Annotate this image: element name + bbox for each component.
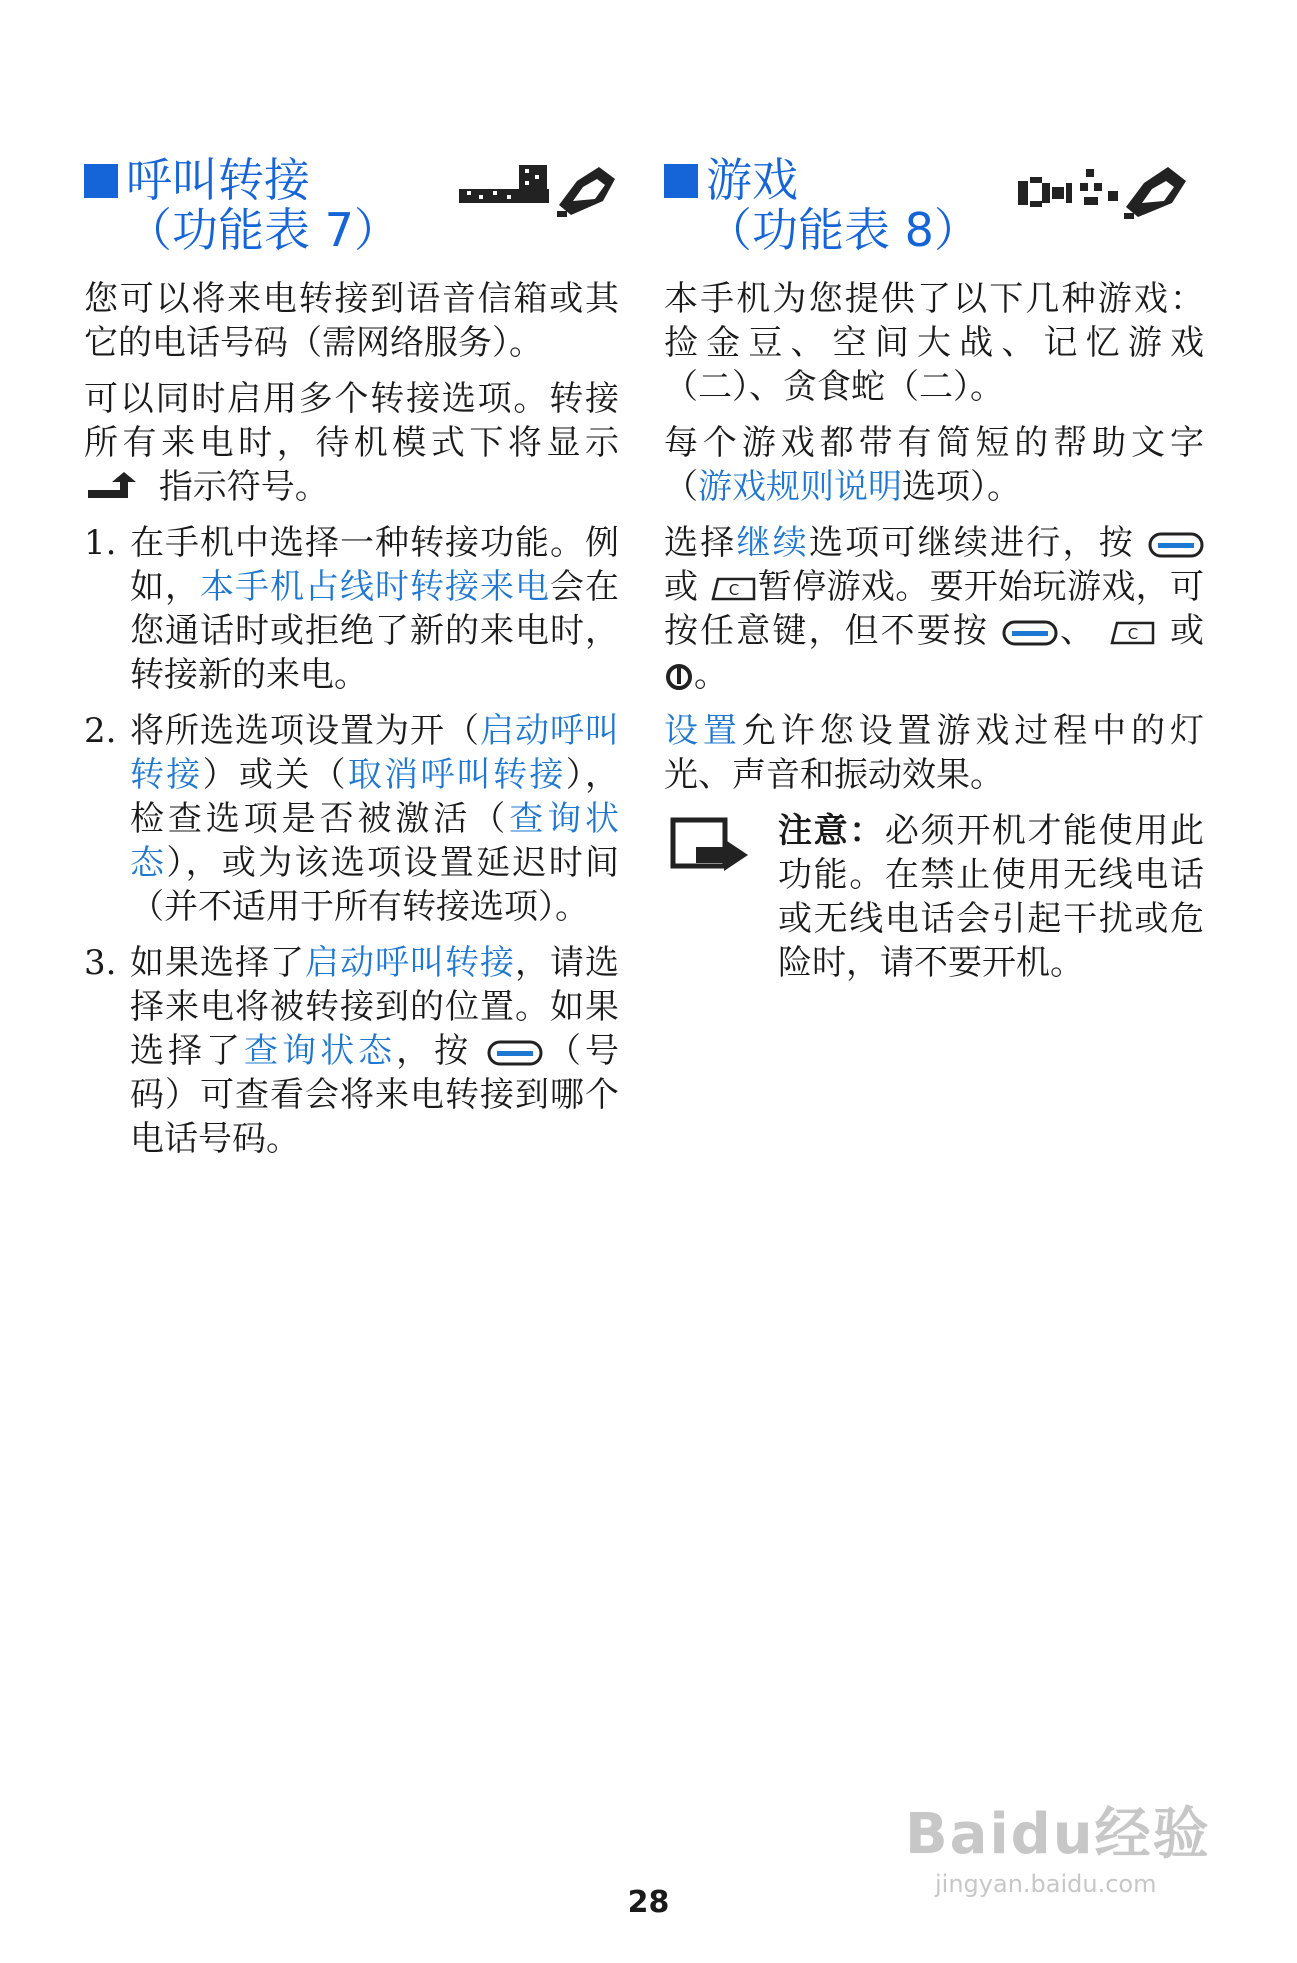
navi-key-icon — [1002, 620, 1058, 646]
link-check-status[interactable]: 查询状态 — [130, 799, 620, 883]
link-cancel-divert[interactable]: 取消呼叫转接 — [347, 755, 566, 795]
section-heading-call-divert — [84, 155, 619, 255]
right-column — [664, 155, 1204, 997]
note-label: 注意： — [778, 811, 885, 851]
power-key-icon — [664, 662, 694, 692]
list-item: 1. 在手机中选择一种转接功能。例如，本手机占线时转接来电会在您通话时或拒绝了新的来电时，转接新的来电。 — [84, 523, 619, 695]
call-divert-menu-icon — [459, 161, 619, 225]
link-check-status[interactable]: 查询状态 — [244, 1031, 397, 1071]
divert-indicator-icon — [84, 472, 148, 502]
steps-list — [84, 521, 619, 1161]
link-activate-divert[interactable]: 启动呼叫转接 — [130, 711, 619, 795]
link-continue[interactable]: 继续 — [736, 523, 809, 563]
heading-title: 呼叫转接 — [126, 153, 310, 207]
section-heading-games — [664, 155, 1204, 255]
intro-paragraph-2: 可以同时启用多个转接选项。转接所有来电时，待机模式下将显示 指示符号。 — [84, 379, 619, 507]
heading-menu-ref: （功能表 7） — [126, 203, 400, 257]
clear-key-icon — [1109, 620, 1157, 646]
baidu-watermark — [905, 1790, 1211, 1898]
page-number: 28 — [627, 1885, 670, 1920]
watermark-logo-text: Baidu经验 — [905, 1802, 1211, 1867]
link-game-rules[interactable]: 游戏规则说明 — [698, 467, 902, 507]
link-busy-divert[interactable]: 本手机占线时转接来电 — [200, 567, 550, 607]
intro-paragraph-1: 您可以将来电转接到语音信箱或其它的电话号码（需网络服务）。 — [84, 279, 619, 363]
list-item: 2. 将所选选项设置为开（启动呼叫转接）或关（取消呼叫转接），检查选项是否被激活（查询状态），或为该选项设置延迟时间（并不适用于所有转接选项）。 — [84, 711, 620, 927]
navi-key-icon — [1148, 532, 1204, 558]
svg-text:C: C — [728, 581, 739, 599]
left-column — [84, 155, 619, 1173]
watermark-url: jingyan.baidu.com — [935, 1870, 1157, 1898]
games-intro-paragraph: 本手机为您提供了以下几种游戏：捡金豆、空间大战、记忆游戏（二）、贪食蛇（二）。 — [664, 279, 1204, 407]
heading-title: 游戏 — [706, 153, 798, 207]
heading-bullet — [664, 164, 698, 198]
list-item: 3. 如果选择了启动呼叫转接，请选择来电将被转接到的位置。如果选择了查询状态，按 （号码）可查看会将来电转接到哪个电话号码。 — [84, 943, 619, 1159]
heading-bullet — [84, 164, 118, 198]
note-hand-icon — [670, 817, 752, 877]
note-text: 注意：必须开机才能使用此功能。在禁止使用无线电话或无线电话会引起干扰或危险时，请不要开机。 — [778, 811, 1205, 983]
navi-key-icon — [487, 1040, 543, 1066]
games-menu-icon — [1014, 161, 1204, 225]
link-activate-divert[interactable]: 启动呼叫转接 — [305, 943, 515, 983]
link-settings[interactable]: 设置 — [664, 711, 742, 751]
settings-paragraph: 设置允许您设置游戏过程中的灯光、声音和振动效果。 — [664, 711, 1205, 795]
help-text-paragraph: 每个游戏都带有简短的帮助文字（游戏规则说明选项）。 — [664, 423, 1204, 507]
continue-paragraph: 选择继续选项可继续进行，按 或 C 暂停游戏。要开始玩游戏，可按任意键，但不要按 、 C 或 。 — [664, 523, 1205, 695]
clear-key-icon — [710, 576, 758, 602]
note-box — [664, 809, 1204, 985]
svg-text:C: C — [1127, 625, 1139, 643]
heading-menu-ref: （功能表 8） — [706, 203, 980, 257]
